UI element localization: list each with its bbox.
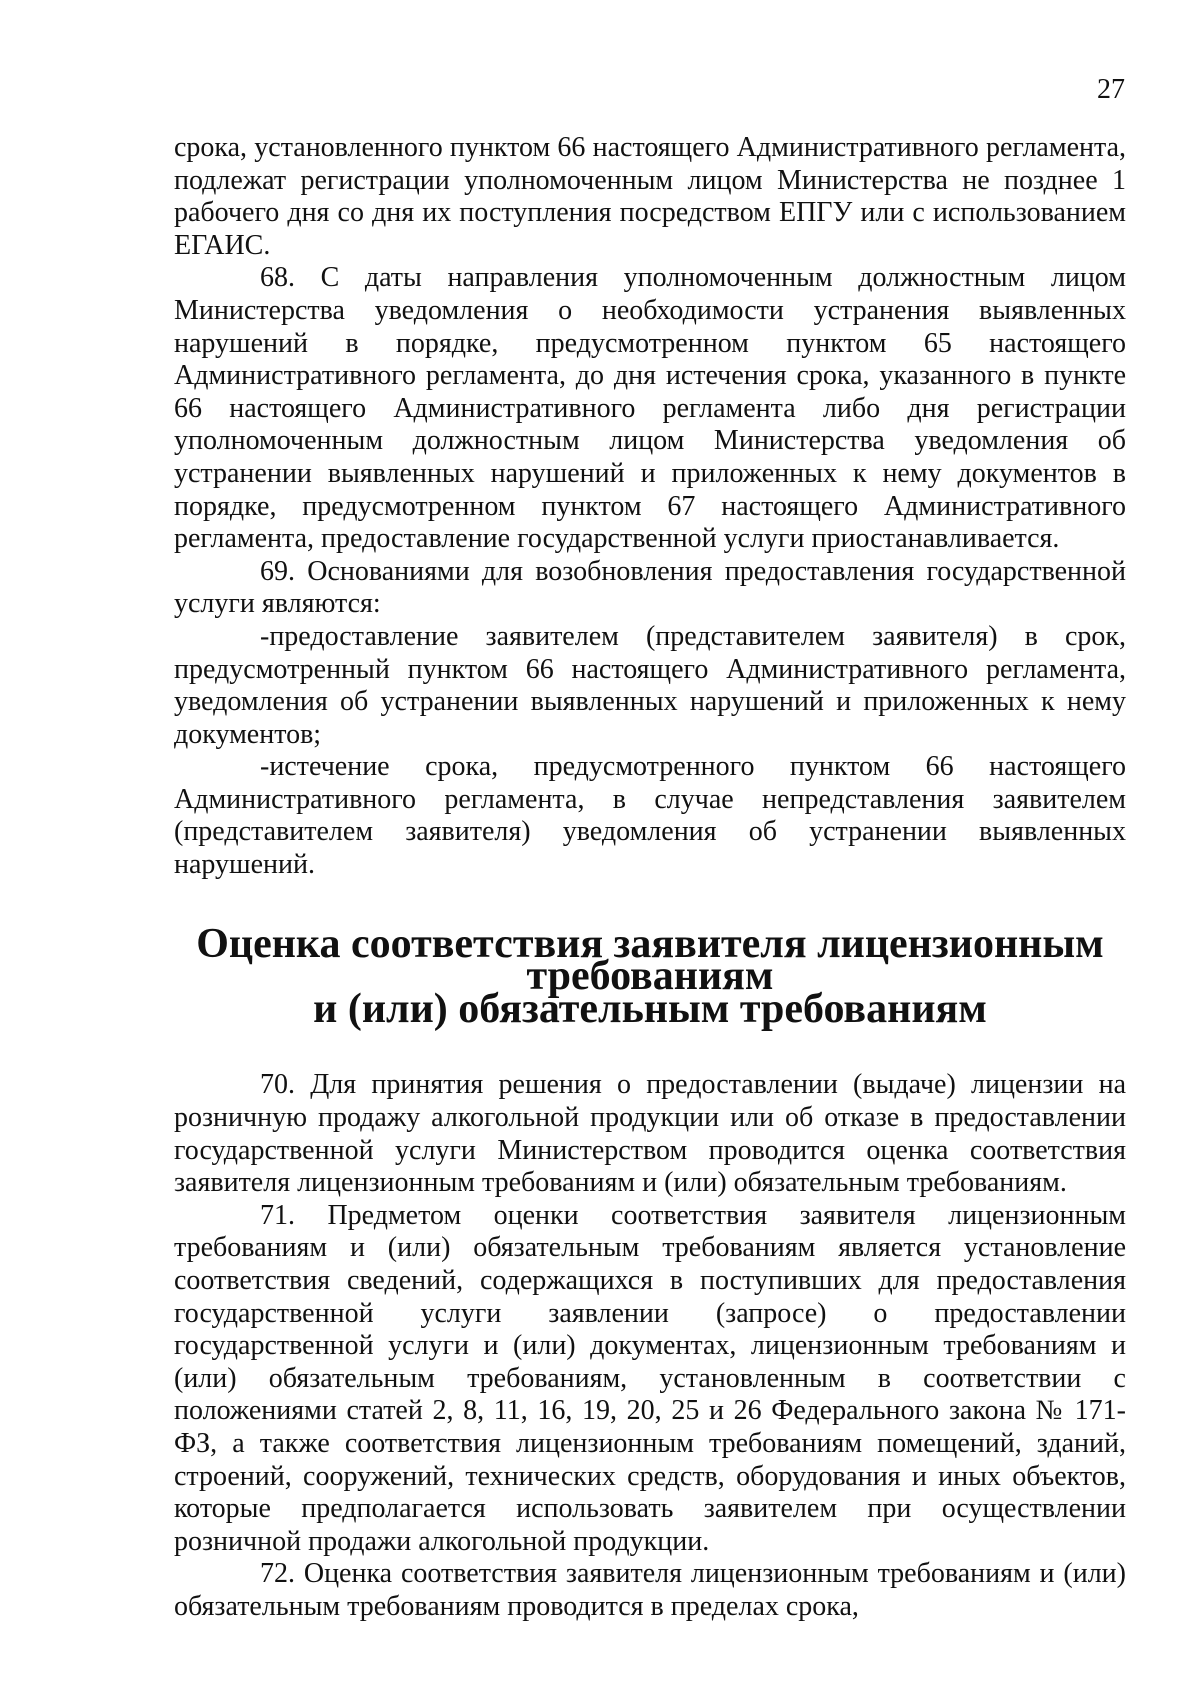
paragraph-72: 72. Оценка соответствия заявителя лицензионным требованиям и (или) обязательным требованиям проводится в пределах срока, <box>174 1558 1126 1622</box>
page-number: 27 <box>1097 74 1125 105</box>
section-heading-line-1: Оценка соответствия заявителя лицензионным требованиям <box>196 920 1104 1000</box>
paragraph-70: 70. Для принятия решения о предоставлении (выдаче) лицензии на розничную продажу алкогольной продукции или об отказе в предоставлении государственной услуги Министерством проводится оценка соответствия заявителя лицензионным требованиям и (или) обязательным требованиям. <box>174 1069 1126 1199</box>
paragraph-68: 68. С даты направления уполномоченным должностным лицом Министерства уведомления о необходимости устранения выявленных нарушений в порядке, предусмотренном пунктом 65 настоящего Административного регламента, до дня истечения срока, указанного в пункте 66 настоящего Административного регламента либо дня регистрации уполномоченным должностным лицом Министерства уведомления об устранении выявленных нарушений и приложенных к нему документов в порядке, предусмотренном пунктом 67 настоящего Административного регламента, предоставление государственной услуги приостанавливается. <box>174 262 1126 555</box>
paragraph-69-item-1: -предоставление заявителем (представителем заявителя) в срок, предусмотренный пунктом 66 настоящего Административного регламента, уведомления об устранении выявленных нарушений и приложенных к нему документов; <box>174 620 1126 750</box>
paragraph-69-item-2: -истечение срока, предусмотренного пунктом 66 настоящего Административного регламента, в случае непредставления заявителем (представителем заявителя) уведомления об устранении выявленных нарушений. <box>174 751 1126 881</box>
section-heading-line-2: и (или) обязательным требованиям <box>313 985 987 1032</box>
paragraph-continuation: срока, установленного пунктом 66 настоящего Административного регламента, подлежат регистрации уполномоченным лицом Министерства не позднее 1 рабочего дня со дня их поступления посредством ЕПГУ или с использованием ЕГАИС. <box>174 132 1126 261</box>
paragraph-69: 69. Основаниями для возобновления предоставления государственной услуги являются: <box>174 555 1126 620</box>
document-body <box>174 132 1126 1624</box>
paragraph-71: 71. Предметом оценки соответствия заявителя лицензионным требованиям и (или) обязательным требованиям является установление соответствия сведений, содержащихся в поступивших для предоставления государственной услуги заявлении (запросе) о предоставлении государственной услуги и (или) документах, лицензионным требованиям и (или) обязательным требованиям, установленным в соответствии с положениями статей 2, 8, 11, 16, 19, 20, 25 и 26 Федерального закона № 171-ФЗ, а также соответствия лицензионным требованиям помещений, зданий, строений, сооружений, технических средств, оборудования и иных объектов, которые предполагается использовать заявителем при осуществлении розничной продажи алкогольной продукции. <box>174 1199 1126 1557</box>
section-heading <box>174 920 1126 1032</box>
